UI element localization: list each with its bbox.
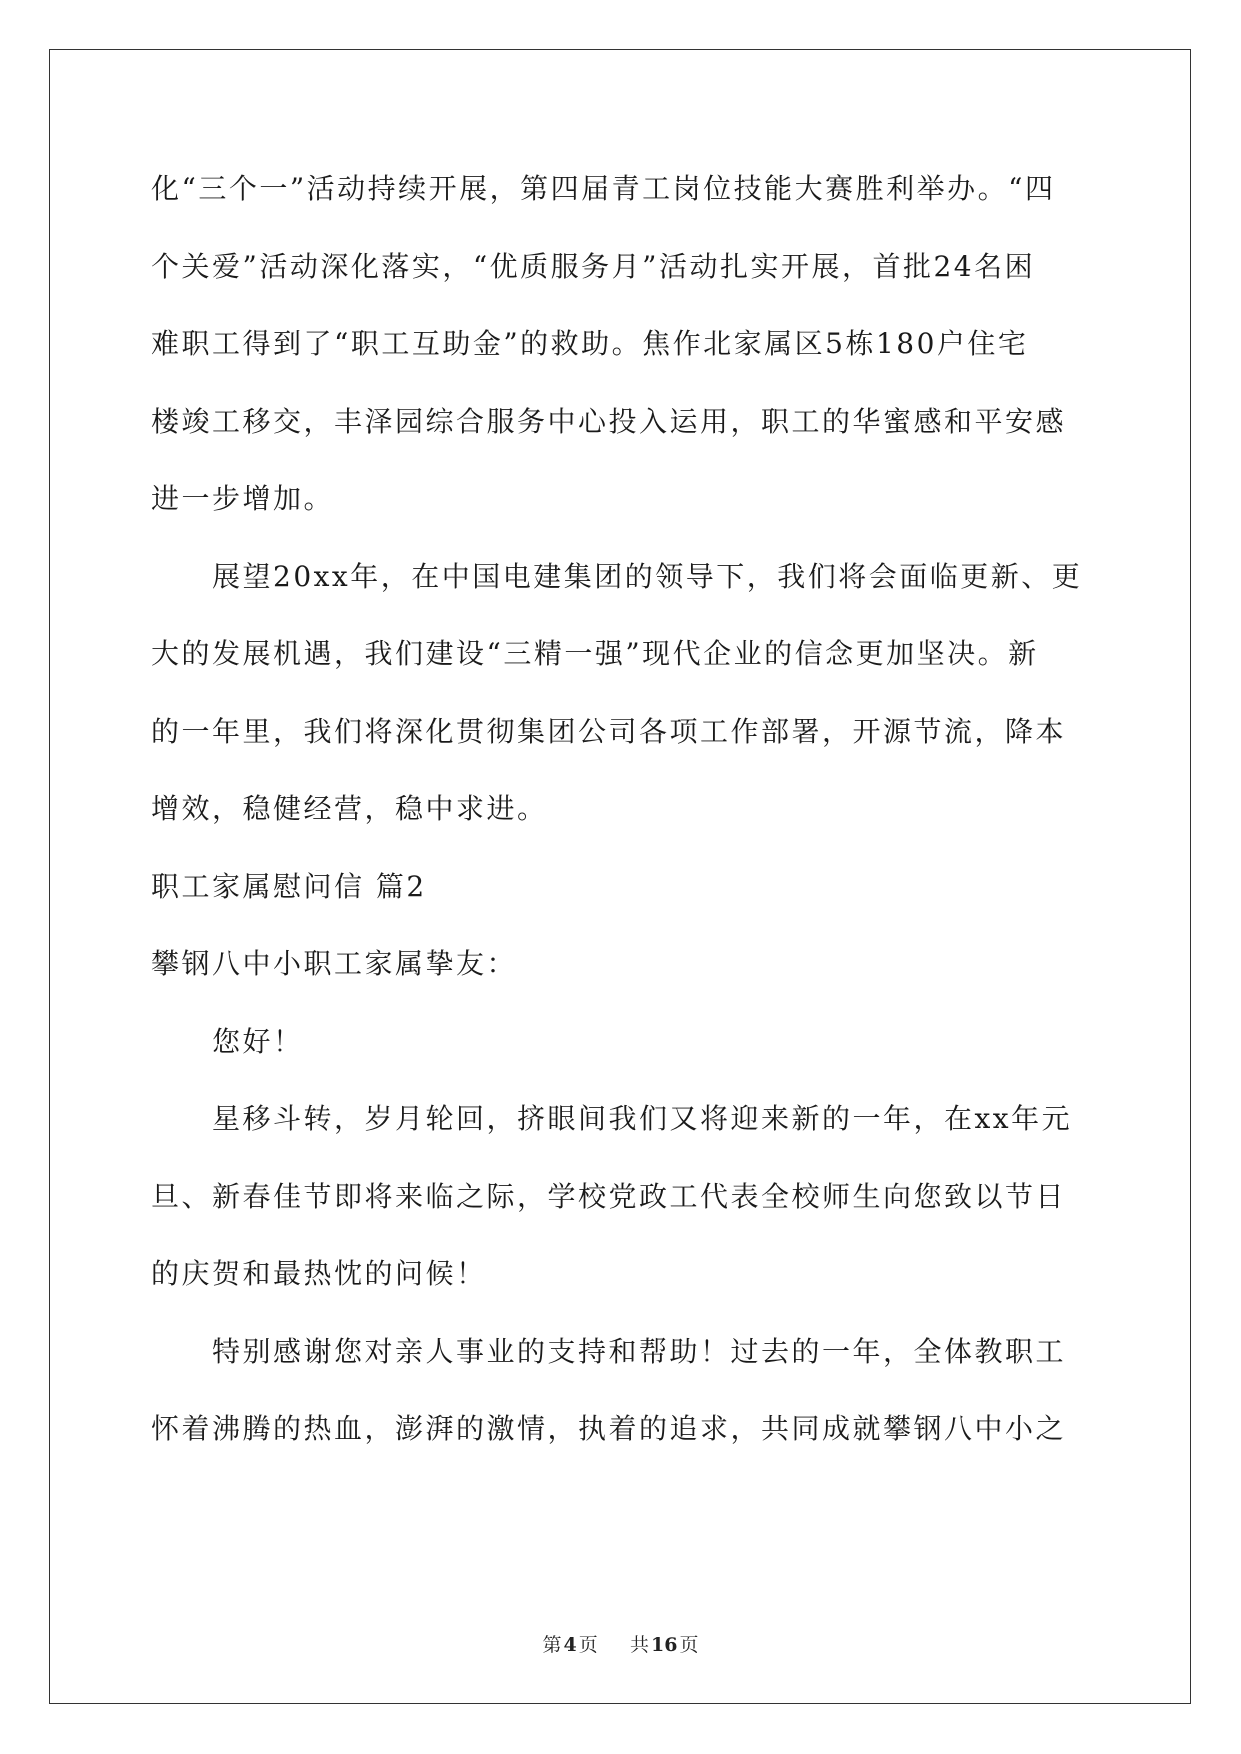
text-line: 难职工得到了“职工互助金”的救助。焦作北家属区5栋180户住宅 — [151, 327, 1029, 360]
document-body — [151, 150, 1091, 1468]
letter-salutation: 攀钢八中小职工家属挚友： — [151, 947, 518, 980]
total-prefix: 共 — [629, 1634, 649, 1656]
section-heading: 职工家属慰问信 篇2 — [151, 869, 427, 903]
total-pages: 16 — [650, 1634, 678, 1656]
page-indicator — [541, 1634, 600, 1656]
page-footer — [0, 1630, 1241, 1657]
text-line: 增效，稳健经营，稳中求进。 — [151, 792, 548, 825]
total-unit: 页 — [679, 1634, 699, 1656]
text-line: 星移斗转，岁月轮回，挤眼间我们又将迎来新的一年，在xx年元 — [151, 1102, 1073, 1135]
text-line: 的一年里，我们将深化贯彻集团公司各项工作部署，开源节流，降本 — [151, 714, 1067, 748]
page-number: 4 — [563, 1634, 577, 1656]
text-line: 怀着沸腾的热血，澎湃的激情，执着的追求，共同成就攀钢八中小之 — [151, 1412, 1067, 1445]
text-line: 大的发展机遇，我们建设“三精一强”现代企业的信念更加坚决。新 — [151, 637, 1039, 670]
text-line: 进一步增加。 — [151, 482, 335, 515]
page-prefix: 第 — [542, 1634, 562, 1656]
total-indicator — [628, 1634, 700, 1656]
text-line: 的庆贺和最热忱的问候！ — [151, 1257, 487, 1290]
page-unit: 页 — [578, 1634, 598, 1656]
text-line: 展望20xx年，在中国电建集团的领导下，我们将会面临更新、更 — [151, 559, 1083, 593]
text-line: 楼竣工移交，丰泽园综合服务中心投入运用，职工的华蜜感和平安感 — [151, 404, 1067, 438]
greeting: 您好！ — [151, 1024, 304, 1058]
text-line: 特别感谢您对亲人事业的支持和帮助！过去的一年，全体教职工 — [151, 1334, 1067, 1368]
text-line: 个关爱”活动深化落实，“优质服务月”活动扎实开展，首批24名困 — [151, 249, 1036, 283]
text-line: 化“三个一”活动持续开展，第四届青工岗位技能大赛胜利举办。“四 — [151, 172, 1056, 205]
text-line: 旦、新春佳节即将来临之际，学校党政工代表全校师生向您致以节日 — [151, 1179, 1067, 1213]
